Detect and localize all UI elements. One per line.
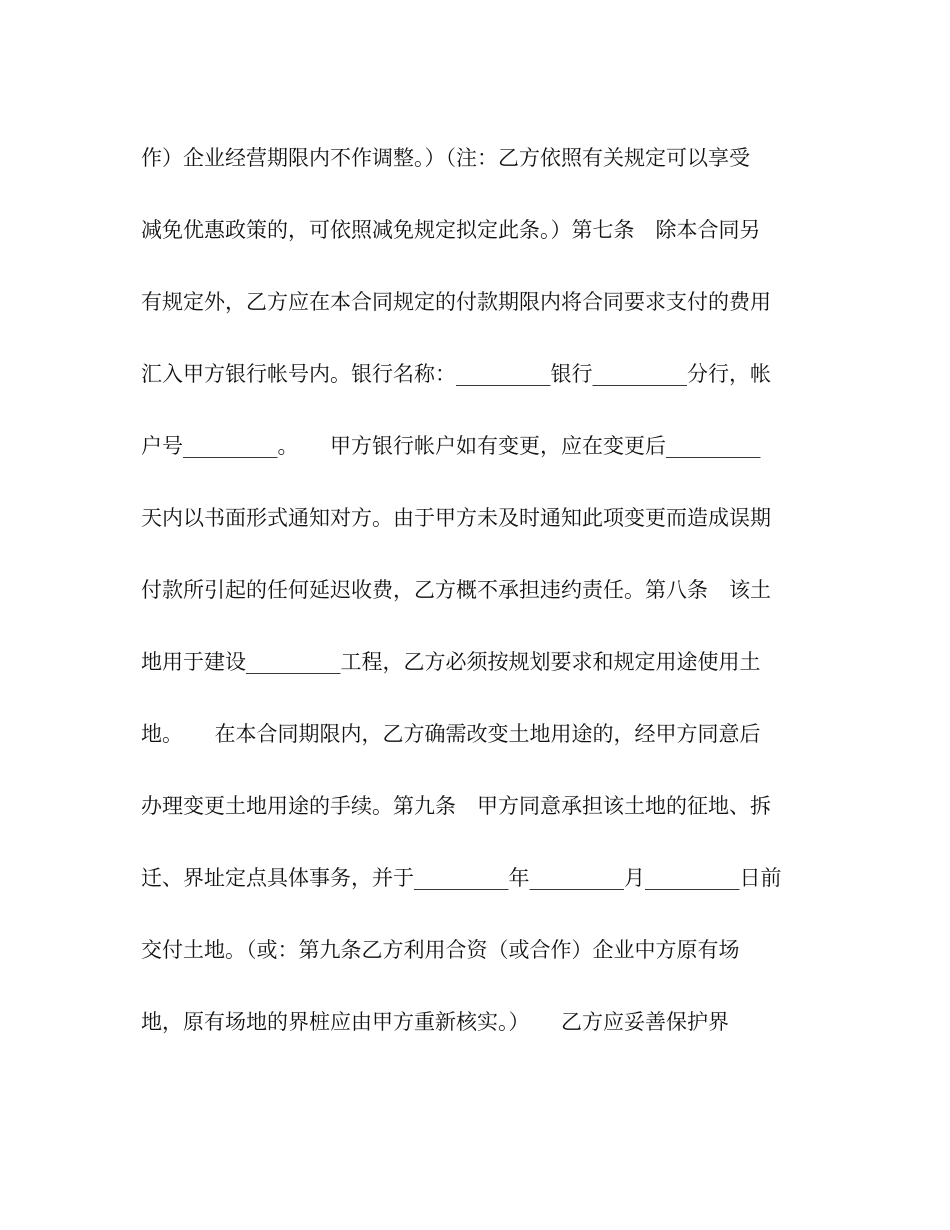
- paragraph-line: 付款所引起的任何延迟收费，乙方概不承担违约责任。第八条 该土: [141, 578, 771, 602]
- paragraph-line: 汇入甲方银行帐号内。银行名称：_________银行_________分行，帐: [141, 362, 771, 386]
- paragraph-line: 有规定外，乙方应在本合同规定的付款期限内将合同要求支付的费用: [141, 290, 771, 314]
- paragraph-line: 地，原有场地的界桩应由甲方重新核实。） 乙方应妥善保护界: [141, 1010, 729, 1034]
- paragraph-line: 减免优惠政策的，可依照减免规定拟定此条。）第七条 除本合同另: [141, 218, 761, 242]
- paragraph-line: 地用于建设_________工程，乙方必须按规划要求和规定用途使用土: [141, 650, 761, 674]
- paragraph-line: 户号_________。 甲方银行帐户如有变更，应在变更后_________: [141, 434, 761, 458]
- paragraph-line: 迁、界址定点具体事务，并于_________年_________月_________日前: [141, 866, 782, 890]
- paragraph-line: 作）企业经营期限内不作调整。）（注：乙方依照有关规定可以享受: [141, 146, 750, 170]
- paragraph-line: 地。 在本合同期限内，乙方确需改变土地用途的，经甲方同意后: [141, 722, 761, 746]
- paragraph-line: 交付土地。（或：第九条乙方利用合资（或合作）企业中方原有场: [141, 938, 740, 962]
- paragraph-line: 办理变更土地用途的手续。第九条 甲方同意承担该土地的征地、拆: [141, 794, 771, 818]
- paragraph-line: 天内以书面形式通知对方。由于甲方未及时通知此项变更而造成误期: [141, 506, 771, 530]
